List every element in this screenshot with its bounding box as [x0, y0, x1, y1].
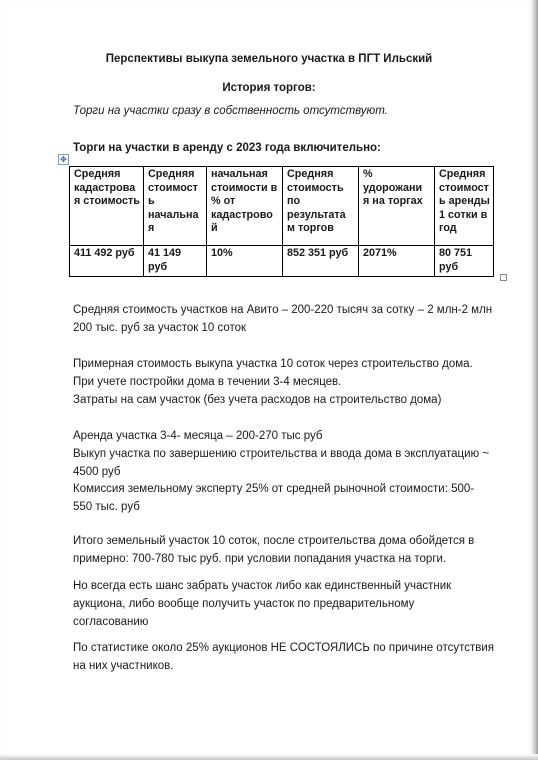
paragraph-line: Затраты на сам участок (без учета расходов на строительство дома) [73, 393, 442, 406]
paragraph-costs [73, 428, 503, 517]
paragraph-line: Аренда участка 3-4- месяца – 200-270 тыс руб [73, 430, 323, 442]
paragraph-line: на них участников. [73, 659, 174, 672]
table-resize-handle[interactable] [500, 274, 507, 281]
table-header-row [70, 167, 494, 246]
paragraph-line: Но всегда есть шанс забрать участок либо как единственный участник [73, 580, 452, 592]
table-cell: 41 149 руб [144, 246, 207, 277]
paragraph-buyout [73, 356, 503, 409]
ownership-note: Торги на участки сразу в собственность отсутствуют. [73, 105, 388, 117]
history-heading: История торгов: [222, 82, 316, 94]
paragraph-line: аукциона, либо вообще получить участок по предварительному [73, 597, 415, 610]
paragraph-statistics [73, 640, 503, 676]
paragraph-avito [73, 302, 503, 338]
paragraph-line: Примерная стоимость выкупа участка 10 соток через строительство дома. [73, 358, 473, 370]
table-header-cell: начальная стоимости в % от кадастрово й [207, 167, 283, 246]
table-header-cell: Средняя стоимост ь аренды 1 сотки в год [435, 167, 494, 246]
paragraph-line: Итого земельный участок 10 соток, после строительства дома обойдется в [73, 535, 475, 547]
table-cell: 852 351 руб [283, 246, 359, 277]
table-header-cell: % удорожани я на торгах [359, 167, 435, 246]
table-header-cell: Средняя стоимость по результата м торгов [283, 167, 359, 246]
paragraph-line: По статистике около 25% аукционов НЕ СОСТОЯЛИСЬ по причине отсутствия [73, 642, 494, 654]
table-header-cell: Средняя кадастрова я стоимость [70, 167, 144, 246]
document-title: Перспективы выкупа земельного участка в ПГТ Ильский [105, 53, 433, 65]
table-row [70, 246, 494, 277]
paragraph-line: примерно: 700-780 тыс руб. при условии попадания участка на торги. [73, 552, 447, 565]
paragraph-line: Комиссия земельному эксперту 25% от средней рыночной стоимости: 500- [73, 483, 475, 496]
paragraph-total [73, 533, 503, 569]
paragraph-line: 4500 руб [73, 465, 121, 478]
paragraph-line: 200 тыс. руб за участок 10 соток [73, 321, 247, 334]
paragraph-line: 550 тыс. руб [73, 501, 140, 514]
move-arrows-icon[interactable]: ✥ [58, 154, 69, 165]
page-bottom-shadow [0, 754, 538, 760]
table-cell: 10% [207, 246, 283, 277]
auction-table [69, 166, 494, 277]
paragraph-line: Выкуп участка по завершению строительства и ввода дома в эксплуатацию ~ [73, 447, 490, 460]
table-cell: 80 751 руб [435, 246, 494, 277]
paragraph-line: согласованию [73, 615, 149, 628]
paragraph-line: Средняя стоимость участков на Авито – 200-220 тысяч за сотку – 2 млн-2 млн [73, 304, 493, 316]
lease-heading: Торги на участки в аренду с 2023 года включительно: [73, 142, 381, 154]
paragraph-line: При учете постройки дома в течении 3-4 месяцев. [73, 375, 342, 388]
paragraph-chance [73, 578, 503, 631]
table-cell: 2071% [359, 246, 435, 277]
table-header-cell: Средняя стоимост ь начальна я [144, 167, 207, 246]
table-cell: 411 492 руб [70, 246, 144, 277]
page-edge-shadow [530, 0, 538, 760]
